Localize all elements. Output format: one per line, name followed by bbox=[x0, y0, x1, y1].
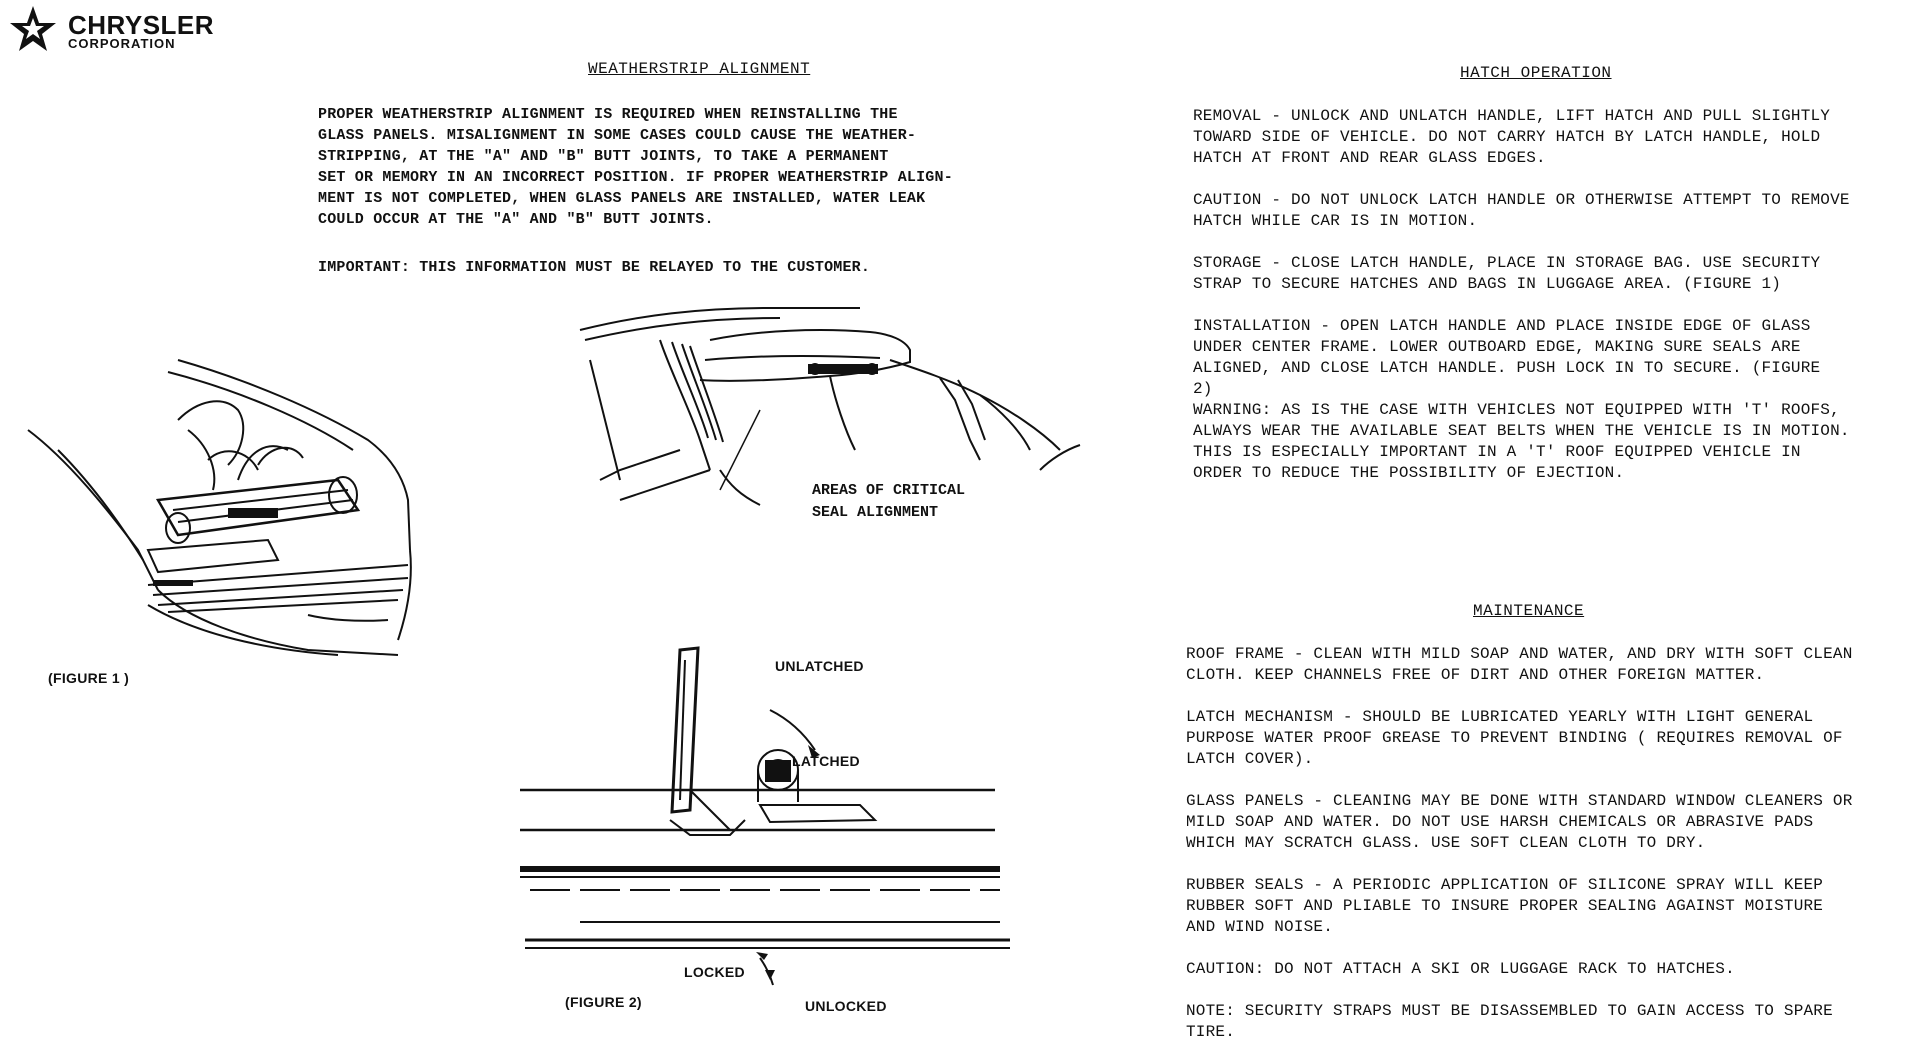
weatherstrip-heading: WEATHERSTRIP ALIGNMENT bbox=[588, 60, 811, 78]
hatch-removal: REMOVAL - UNLOCK AND UNLATCH HANDLE, LIFT HATCH AND PULL SLIGHTLY TOWARD SIDE OF VEHICLE. DO NOT CARRY HATCH BY LATCH HANDLE, HOLD HATCH AT FRONT AND REAR GLASS EDGES. bbox=[1193, 107, 1831, 167]
locked-label: LOCKED bbox=[684, 964, 745, 980]
seal-alignment-callout: AREAS OF CRITICAL SEAL ALIGNMENT bbox=[812, 482, 966, 521]
maintenance-heading: MAINTENANCE bbox=[1473, 602, 1585, 620]
hatch-caution: CAUTION - DO NOT UNLOCK LATCH HANDLE OR OTHERWISE ATTEMPT TO REMOVE HATCH WHILE CAR IS IN MOTION. bbox=[1193, 191, 1850, 230]
maintenance-glass: GLASS PANELS - CLEANING MAY BE DONE WITH STANDARD WINDOW CLEANERS OR MILD SOAP AND WATER. DO NOT USE HARSH CHEMICALS OR ABRASIVE PADS WHICH MAY SCRATCH GLASS. USE SOFT CLEAN CLOTH TO DRY. bbox=[1186, 792, 1853, 852]
logo bbox=[8, 4, 218, 56]
pentastar-icon bbox=[8, 4, 58, 54]
weatherstrip-body: PROPER WEATHERSTRIP ALIGNMENT IS REQUIRED WHEN REINSTALLING THE GLASS PANELS. MISALIGNMENT IN SOME CASES COULD CAUSE THE WEATHER- STRIPPING, AT THE "A" AND "B" BUTT JOINTS, TO TAKE A PERMANENT SET OR MEMORY IN AN INCORRECT POSITION. IF PROPER WEATHERSTRIP ALIGN- MENT IS NOT COMPLETED, WHEN GLASS PANELS ARE INSTALLED, WATER LEAK COULD OCCUR AT THE "A" AND "B" BUTT JOINTS. bbox=[318, 106, 953, 228]
maintenance-latch: LATCH MECHANISM - SHOULD BE LUBRICATED YEARLY WITH LIGHT GENERAL PURPOSE WATER PROOF GREASE TO PREVENT BINDING ( REQUIRES REMOVAL OF LATCH COVER). bbox=[1186, 708, 1843, 768]
maintenance-section bbox=[1186, 644, 1908, 1043]
maintenance-caution: CAUTION: DO NOT ATTACH A SKI OR LUGGAGE RACK TO HATCHES. bbox=[1186, 960, 1735, 978]
maintenance-note: NOTE: SECURITY STRAPS MUST BE DISASSEMBLED TO GAIN ACCESS TO SPARE TIRE. bbox=[1186, 1002, 1833, 1041]
figure2-caption: (FIGURE 2) bbox=[565, 994, 642, 1010]
logo-name: CHRYSLER bbox=[68, 10, 215, 40]
hatch-heading: HATCH OPERATION bbox=[1460, 64, 1612, 82]
maintenance-roof-frame: ROOF FRAME - CLEAN WITH MILD SOAP AND WATER, AND DRY WITH SOFT CLEAN CLOTH. KEEP CHANNELS FREE OF DIRT AND OTHER FOREIGN MATTER. bbox=[1186, 645, 1853, 684]
latched-label: LATCHED bbox=[792, 753, 860, 769]
maintenance-rubber: RUBBER SEALS - A PERIODIC APPLICATION OF SILICONE SPRAY WILL KEEP RUBBER SOFT AND PLIABLE TO INSURE PROPER SEALING AGAINST MOISTURE AND WIND NOISE. bbox=[1186, 876, 1824, 936]
hatch-storage: STORAGE - CLOSE LATCH HANDLE, PLACE IN STORAGE BAG. USE SECURITY STRAP TO SECURE HATCHES AND BAGS IN LUGGAGE AREA. (FIGURE 1) bbox=[1193, 254, 1821, 293]
figure1-caption: (FIGURE 1 ) bbox=[48, 670, 130, 686]
logo-subtitle: CORPORATION bbox=[68, 36, 176, 51]
hatch-installation: INSTALLATION - OPEN LATCH HANDLE AND PLACE INSIDE EDGE OF GLASS UNDER CENTER FRAME. LOWER OUTBOARD EDGE, MAKING SURE SEALS ARE ALIGNED, AND CLOSE LATCH HANDLE. PUSH LOCK IN TO SECURE. (FIGURE 2) WARNING: AS IS THE CASE WITH VEHICLES NOT EQUIPPED WITH 'T' ROOFS, ALWAYS WEAR THE AVAILABLE SEAT BELTS WHEN THE VEHICLE IS IN MOTION. THIS IS ESPECIALLY IMPORTANT IN A 'T' ROOF EQUIPPED VEHICLE IN ORDER TO REDUCE THE POSSIBILITY OF EJECTION. bbox=[1193, 317, 1850, 482]
unlatched-label: UNLATCHED bbox=[775, 658, 864, 674]
hatch-section bbox=[1193, 106, 1908, 484]
unlocked-label: UNLOCKED bbox=[805, 998, 887, 1014]
figure1-illustration bbox=[8, 350, 438, 660]
figure2-illustration bbox=[520, 640, 1020, 1000]
weatherstrip-important: IMPORTANT: THIS INFORMATION MUST BE RELAYED TO THE CUSTOMER. bbox=[318, 259, 871, 276]
